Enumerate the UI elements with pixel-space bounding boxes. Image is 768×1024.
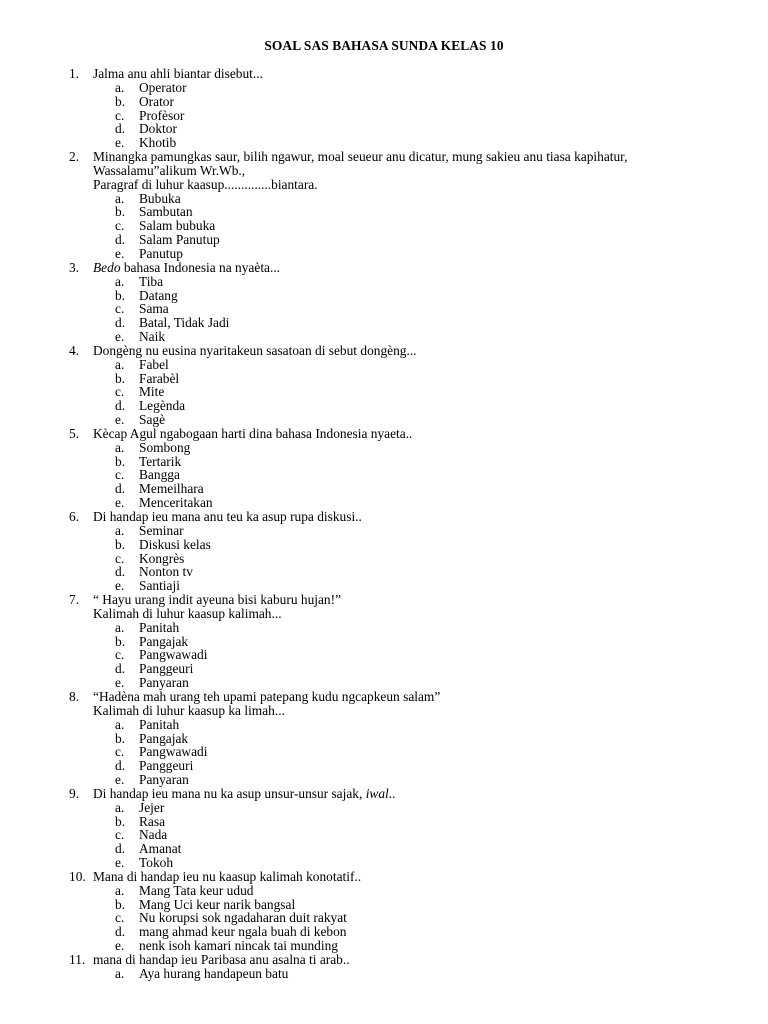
answer-option xyxy=(0,676,768,690)
question-item xyxy=(0,690,768,787)
option-letter: d. xyxy=(115,661,126,677)
option-text: Mang Tata keur udud xyxy=(139,882,254,898)
option-text: Datang xyxy=(139,287,178,303)
option-text: Pangajak xyxy=(139,730,189,746)
answer-option xyxy=(0,496,768,510)
answer-option xyxy=(0,468,768,482)
option-text: Sombong xyxy=(139,439,191,455)
option-text: Pangajak xyxy=(139,633,189,649)
option-letter: b. xyxy=(115,536,126,552)
question-number: 5. xyxy=(69,425,80,441)
option-letter: e. xyxy=(115,772,125,788)
question-text-line xyxy=(93,787,768,801)
option-text: nenk isoh kamari nincak tai munding xyxy=(139,938,338,954)
option-letter: c. xyxy=(115,910,125,926)
question-item xyxy=(0,787,768,870)
question-item xyxy=(0,150,768,261)
option-text: Sama xyxy=(139,301,169,317)
document-title: SOAL SAS BAHASA SUNDA KELAS 10 xyxy=(264,38,504,53)
option-text: Kongrès xyxy=(139,550,185,566)
option-text: Khotib xyxy=(139,135,177,151)
option-text: Aya hurang handapeun batu xyxy=(139,965,289,981)
option-letter: c. xyxy=(115,107,125,123)
question-text: Di handap ieu mana anu teu ka asup rupa diskusi.. xyxy=(93,509,362,524)
option-text: Amanat xyxy=(139,841,182,857)
option-letter: e. xyxy=(115,855,125,871)
answer-option xyxy=(0,441,768,455)
option-letter: d. xyxy=(115,398,126,414)
answer-option xyxy=(0,898,768,912)
option-letter: d. xyxy=(115,481,126,497)
question-number: 8. xyxy=(69,688,80,704)
option-letter: b. xyxy=(115,730,126,746)
option-letter: c. xyxy=(115,744,125,760)
question-text: Mana di handap ieu nu kaasup kalimah konotatif.. xyxy=(93,868,362,884)
option-text: Salam Panutup xyxy=(139,232,220,248)
option-letter: a. xyxy=(115,356,125,372)
answer-option xyxy=(0,358,768,372)
option-letter: b. xyxy=(115,204,126,220)
question-text: Di handap ieu mana nu ka asup unsur-unsur sajak, xyxy=(93,785,366,801)
answer-option xyxy=(0,122,768,136)
option-list xyxy=(0,801,768,870)
option-letter: b. xyxy=(115,896,126,912)
question-text: mana di handap ieu Paribasa anu asalna ti arab.. xyxy=(93,952,350,967)
question-text-line xyxy=(93,690,768,704)
answer-option xyxy=(0,538,768,552)
option-text: Panyaran xyxy=(139,675,189,691)
answer-option xyxy=(0,635,768,649)
question-number: 2. xyxy=(69,149,80,165)
option-letter: d. xyxy=(115,564,126,580)
option-letter: e. xyxy=(115,495,125,511)
option-text: Memeilhara xyxy=(139,481,204,497)
option-text: Tokoh xyxy=(139,855,174,871)
option-letter: a. xyxy=(115,799,125,815)
option-list xyxy=(0,192,768,261)
answer-option xyxy=(0,385,768,399)
option-text: Panyaran xyxy=(139,772,189,788)
option-letter: a. xyxy=(115,273,125,289)
question-text-line xyxy=(93,67,768,81)
answer-option xyxy=(0,801,768,815)
answer-option xyxy=(0,648,768,662)
option-list xyxy=(0,621,768,690)
option-letter: b. xyxy=(115,370,126,386)
option-text: Bubuka xyxy=(139,190,181,206)
option-text: Diskusi kelas xyxy=(139,536,211,552)
answer-option xyxy=(0,565,768,579)
option-letter: e. xyxy=(115,578,125,594)
question-text-line xyxy=(93,607,768,621)
question-text: Wassalamu”alikum Wr.Wb., xyxy=(93,162,246,178)
answer-option xyxy=(0,219,768,233)
question-text-line xyxy=(93,510,768,524)
question-text-line xyxy=(93,344,768,358)
answer-option xyxy=(0,967,768,981)
question-list xyxy=(0,67,768,981)
option-text: Batal, Tidak Jadi xyxy=(139,315,230,331)
answer-option xyxy=(0,745,768,759)
option-letter: d. xyxy=(115,924,126,940)
question-text: Paragraf di luhur kaasup..............biantara. xyxy=(93,176,318,192)
answer-option xyxy=(0,233,768,247)
answer-option xyxy=(0,662,768,676)
answer-option xyxy=(0,275,768,289)
option-letter: b. xyxy=(115,633,126,649)
option-text: Seminar xyxy=(139,522,184,538)
question-number: 10. xyxy=(69,868,86,884)
option-text: Pangwawadi xyxy=(139,744,208,760)
option-letter: e. xyxy=(115,675,125,691)
option-letter: e. xyxy=(115,938,125,954)
option-text: Tiba xyxy=(139,273,164,289)
option-list xyxy=(0,81,768,150)
option-text: Mite xyxy=(139,384,165,400)
answer-option xyxy=(0,579,768,593)
option-text: Pangwawadi xyxy=(139,647,208,663)
question-text: Jalma anu ahli biantar disebut... xyxy=(93,66,263,81)
question-text-line xyxy=(93,164,768,178)
answer-option xyxy=(0,302,768,316)
question-number: 11. xyxy=(69,952,86,967)
answer-option xyxy=(0,330,768,344)
question-text: “Hadèna mah urang teh upami patepang kudu ngcapkeun salam” xyxy=(93,688,441,704)
option-list xyxy=(0,275,768,344)
option-letter: a. xyxy=(115,882,125,898)
answer-option xyxy=(0,81,768,95)
option-letter: b. xyxy=(115,287,126,303)
question-number: 7. xyxy=(69,592,80,608)
option-text: Orator xyxy=(139,93,174,109)
answer-option xyxy=(0,399,768,413)
question-text: Dongèng nu eusina nyaritakeun sasatoan di sebut dongèng... xyxy=(93,342,417,358)
option-text: Sambutan xyxy=(139,204,193,220)
option-letter: b. xyxy=(115,813,126,829)
answer-option xyxy=(0,856,768,870)
question-text: iwal xyxy=(365,785,389,801)
question-number: 3. xyxy=(69,259,80,275)
question-item xyxy=(0,870,768,953)
answer-option xyxy=(0,109,768,123)
answer-option xyxy=(0,205,768,219)
question-text-line xyxy=(93,178,768,192)
answer-option xyxy=(0,759,768,773)
option-text: Operator xyxy=(139,79,187,95)
answer-option xyxy=(0,316,768,330)
question-text: Minangka pamungkas saur, bilih ngawur, moal seueur anu dicatur, mung sakieu anu tiasa kapihatur, xyxy=(93,149,628,165)
option-letter: c. xyxy=(115,384,125,400)
option-letter: a. xyxy=(115,716,125,732)
question-text-line xyxy=(93,704,768,718)
option-letter: d. xyxy=(115,841,126,857)
answer-option xyxy=(0,247,768,261)
option-letter: e. xyxy=(115,412,125,428)
question-text: bahasa Indonesia na nyaèta... xyxy=(120,259,281,275)
question-text: Bedo xyxy=(93,259,121,275)
answer-option xyxy=(0,884,768,898)
answer-option xyxy=(0,828,768,842)
option-text: Nu korupsi sok ngadaharan duit rakyat xyxy=(139,910,347,926)
answer-option xyxy=(0,552,768,566)
option-letter: a. xyxy=(115,79,125,95)
answer-option xyxy=(0,911,768,925)
question-text: Kalimah di luhur kaasup ka limah... xyxy=(93,702,285,718)
option-letter: d. xyxy=(115,232,126,248)
option-letter: a. xyxy=(115,439,125,455)
option-letter: c. xyxy=(115,550,125,566)
option-list xyxy=(0,884,768,953)
option-letter: a. xyxy=(115,522,125,538)
question-text-line xyxy=(93,953,768,967)
option-list xyxy=(0,358,768,427)
question-text-line xyxy=(93,150,768,164)
question-item xyxy=(0,510,768,593)
option-letter: c. xyxy=(115,218,125,234)
option-letter: d. xyxy=(115,121,126,137)
option-letter: a. xyxy=(115,965,125,981)
answer-option xyxy=(0,192,768,206)
question-text: “ Hayu urang indit ayeuna bisi kaburu hujan!” xyxy=(93,592,342,608)
question-text-line xyxy=(93,870,768,884)
question-text-line xyxy=(93,427,768,441)
option-letter: b. xyxy=(115,93,126,109)
option-text: Mang Uci keur narik bangsal xyxy=(139,896,296,912)
option-letter: c. xyxy=(115,301,125,317)
answer-option xyxy=(0,455,768,469)
option-text: Profèsor xyxy=(139,107,185,123)
option-letter: b. xyxy=(115,453,126,469)
question-number: 6. xyxy=(69,509,80,524)
option-text: Santiaji xyxy=(139,578,180,594)
option-text: Panitah xyxy=(139,619,180,635)
option-list xyxy=(0,524,768,593)
option-list xyxy=(0,441,768,510)
option-letter: c. xyxy=(115,467,125,483)
answer-option xyxy=(0,621,768,635)
answer-option xyxy=(0,482,768,496)
option-text: Panutup xyxy=(139,245,183,261)
option-letter: e. xyxy=(115,329,125,345)
option-list xyxy=(0,718,768,787)
option-text: Salam bubuka xyxy=(139,218,216,234)
option-text: Rasa xyxy=(139,813,166,829)
option-letter: d. xyxy=(115,758,126,774)
option-text: Legènda xyxy=(139,398,186,414)
option-text: Jejer xyxy=(139,799,165,815)
question-text: Kalimah di luhur kaasup kalimah... xyxy=(93,605,282,621)
option-text: Nonton tv xyxy=(139,564,193,580)
question-item xyxy=(0,344,768,427)
question-item xyxy=(0,427,768,510)
answer-option xyxy=(0,925,768,939)
answer-option xyxy=(0,939,768,953)
option-letter: c. xyxy=(115,827,125,843)
answer-option xyxy=(0,524,768,538)
option-text: Bangga xyxy=(139,467,180,483)
option-text: Sagè xyxy=(139,412,166,428)
option-text: Nada xyxy=(139,827,168,843)
answer-option xyxy=(0,732,768,746)
option-text: Tertarik xyxy=(139,453,182,469)
question-number: 4. xyxy=(69,342,80,358)
option-text: Menceritakan xyxy=(139,495,213,511)
answer-option xyxy=(0,95,768,109)
option-text: Panggeuri xyxy=(139,758,194,774)
question-number: 9. xyxy=(69,785,80,801)
option-text: Farabèl xyxy=(139,370,180,386)
option-letter: e. xyxy=(115,245,125,261)
option-text: Panggeuri xyxy=(139,661,194,677)
option-text: Doktor xyxy=(139,121,177,137)
option-letter: a. xyxy=(115,619,125,635)
answer-option xyxy=(0,372,768,386)
answer-option xyxy=(0,413,768,427)
answer-option xyxy=(0,815,768,829)
answer-option xyxy=(0,136,768,150)
question-text-line xyxy=(93,261,768,275)
answer-option xyxy=(0,289,768,303)
question-text: .. xyxy=(388,785,396,801)
question-number: 1. xyxy=(69,66,80,81)
answer-option xyxy=(0,718,768,732)
option-letter: e. xyxy=(115,135,125,151)
option-list xyxy=(0,967,768,981)
question-text: Kècap Agul ngabogaan harti dina bahasa Indonesia nyaeta.. xyxy=(93,425,413,441)
option-text: Naik xyxy=(139,329,166,345)
question-item xyxy=(0,953,768,981)
option-text: Panitah xyxy=(139,716,180,732)
option-letter: a. xyxy=(115,190,125,206)
option-text: Fabel xyxy=(139,356,169,372)
option-letter: d. xyxy=(115,315,126,331)
question-item xyxy=(0,261,768,344)
question-item xyxy=(0,593,768,690)
question-text-line xyxy=(93,593,768,607)
question-item xyxy=(0,67,768,150)
option-text: mang ahmad keur ngala buah di kebon xyxy=(139,924,347,940)
option-letter: c. xyxy=(115,647,125,663)
answer-option xyxy=(0,773,768,787)
answer-option xyxy=(0,842,768,856)
